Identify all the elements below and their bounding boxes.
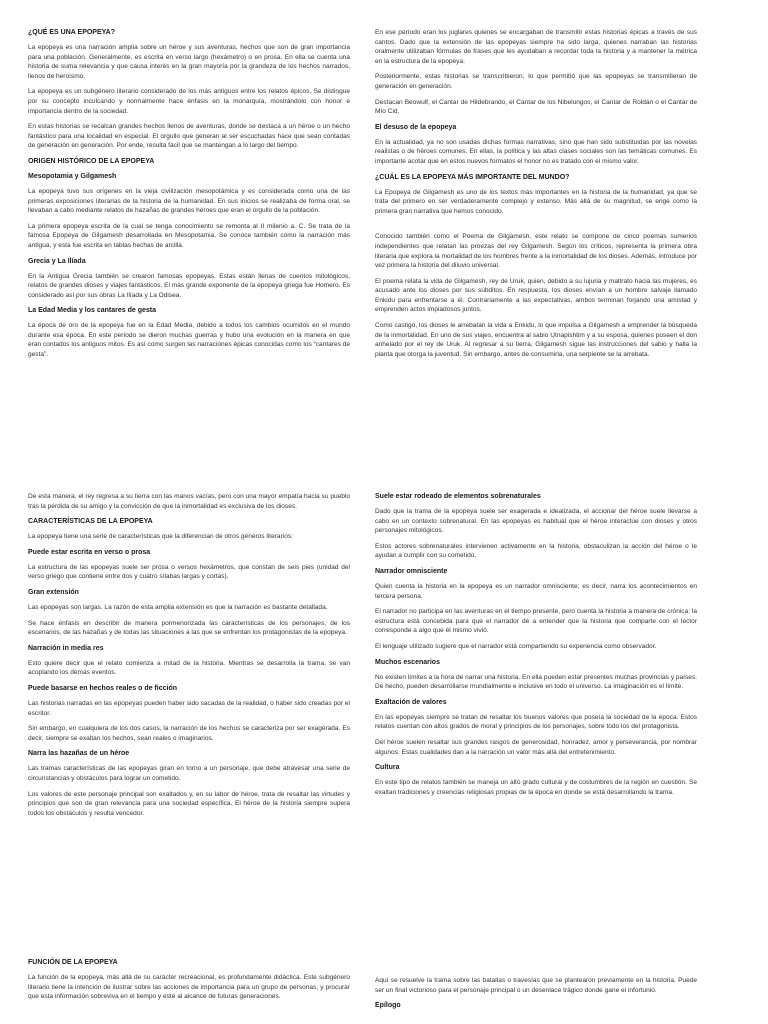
paragraph: La estructura de las epopeyas suele ser prosa o versos hexámetros, que constan de seis pies (unidad del verso griego que contiene entre dos y cuatro sílabas largas y cortas). [28, 563, 350, 581]
section-heading: CARACTERÍSTICAS DE LA EPOPEYA [28, 518, 153, 526]
section-heading: El desuso de la epopeya [375, 123, 457, 131]
section-heading: Narrador omnisciente [375, 567, 448, 575]
section-heading: ¿CUÁL ES LA EPOPEYA MÁS IMPORTANTE DEL MUNDO? [375, 173, 570, 181]
page-2 [0, 492, 768, 912]
section-heading: La Edad Media y los cantares de gesta [28, 307, 156, 315]
section-heading: Mesopotamia y Gilgamesh [28, 172, 117, 180]
section-heading: Muchos escenarios [375, 658, 440, 666]
section-heading: ORIGEN HISTÓRICO DE LA EPOPEYA [28, 157, 155, 165]
paragraph: Del héroe suelen resaltar sus grandes rasgos de generosidad, honradez, amor y perseverancia, por nombrar algunos. Estas cualidades dan a la narración un valor más allá del entretenimiento. [375, 738, 697, 756]
paragraph: El poema relata la vida de Gilgamesh, rey de Uruk, quien, debido a su lujuria y maltrato hacia las mujeres, es acusado ante los dioses por sus súbditos. En respuesta, los dioses envían a un hombre salvaje llamado Enkidu para enfrentarse a él. Contrariamente a las expectativas, ambos terminan forjando una amistad y emprenden actos impiadosos juntos. [375, 277, 697, 314]
paragraph: El narrador no participa en las aventuras en el tiempo presente, pero cuenta la historia a manera de crónica: la estructura está concebida para que el narrador dé a entender que la historia que comparte con el lector corresponde a algo que él mismo vivió. [375, 608, 697, 635]
paragraph: Dado que la trama de la epopeya suele ser exagerada e idealizada, el accionar del héroe suele llevarse a cabo en un contexto sobrenatural. En las epopeyas es habitual que el héroe interactúe con dioses y otros personajes mitológicos. [375, 508, 697, 535]
paragraph: La epopeya tuvo sus orígenes en la vieja civilización mesopotámica y es considerada como una de las primeras exposiciones literarias de la historia de la humanidad. En sus inicios se realizaba de forma oral, se llevaban a cabo mediante relatos de hazañas de grandes héroes que eran el orgullo de la población. [28, 187, 350, 215]
paragraph: Como castigo, los dioses le arrebatan la vida a Enkidu, lo que impulsa a Gilgamesh a emprender la búsqueda de la inmortalidad. En uno de sus viajes, encuentra al sabio Utnapishtim y a su esposa, quienes poseen el don anhelado por el rey de Uruk. Al regresar a su tierra, Gilgamesh sigue las instrucciones del sabio y halla la planta que otorga la juventud. Sin embargo, antes de consumirla, una serpiente se la arrebata. [375, 322, 697, 358]
paragraph: No existen límites a la hora de narrar una historia. En ella pueden estar presentes muchas provincias y países. De hecho, pueden desarrollarse mundialmente e inclusive en todo el universo. La imaginación es el límite. [375, 673, 697, 691]
paragraph: En este tipo de relatos también se maneja un alto grado cultural y de costumbres de la región en cuestión. Se exaltan tradiciones y creencias religiosas propias de la época en donde se está desarrollando la trama. [375, 779, 697, 796]
paragraph: La función de la epopeya, más allá de su carácter recreacional, es profundamente didáctica. Este subgénero literario tiene la intención de ilustrar sobre las acciones de importancia para un grupo de personas, y procurar que esta información sobreviva en el tiempo y esté al alcance de futuras generaciones. [28, 974, 350, 1001]
section-heading: Exaltación de valores [375, 698, 447, 706]
page-1-right-column [375, 28, 697, 365]
paragraph: Aquí se resuelve la trama sobre las batallas o travesías que se plantearon previamente en la historia. Puede ser un final victorioso para el personaje principal o un desenlace trágico donde gane el infortunio. [375, 977, 697, 994]
section-heading: FUNCIÓN DE LA EPOPEYA [28, 959, 118, 966]
paragraph: En la Antigua Grecia también se crearon famosas epopeyas. Estas están llenas de cuentos mitológicos, relatos de grandes dioses y viajes fantásticos. El más grande exponente de la epopeya griega fue Homero. Es considerado así por sus obras La Ilíada y La Odisea. [28, 272, 350, 299]
paragraph: Los valores de este personaje principal son exaltados y, en su labor de héroe, trata de resaltar las virtudes y principios que son de gran relevancia para una sociedad específica. El héroe de la historia siempre supera todos los obstáculos y resulta vencedor. [28, 790, 350, 817]
paragraph: La epopeya es un subgénero literario considerado de los más antiguos entre los relatos épicos. Se distingue por su concepto inculcando y normalmente hace énfasis en la monarquía, mostrándolo con honor e importancia dentro de la sociedad. [28, 88, 350, 115]
paragraph: Conocido también como el Poema de Gilgamesh, este relato se compone de cinco poemas sumerios independientes que relatan las proezas del rey Gilgamesh. Según los críticos, representa la primera obra literaria que explora la mortalidad de los hombres frente a la inmortalidad de los dioses. Además, introduce por vez primera la historia del diluvio universal. [375, 233, 697, 270]
paragraph: En ese período eran los juglares quienes se encargaban de transmitir estas historias épicas a través de sus cantos. Dado que la extensión de las epopeyas siempre ha sido larga, quienes narraban las historias oralmente utilizaban fórmulas de frases que les ayudaban a recordar toda la historia y a mantener la métrica en la estructura de la epopeya. [375, 29, 697, 65]
paragraph: Las historias narradas en las epopeyas pueden haber sido sacadas de la realidad, o haber sido creadas por el escritor. [28, 699, 350, 717]
paragraph: La epopeya es una narración amplia sobre un héroe y sus aventuras, hechos que son de gran importancia para una población. Generalmente, es escrita en verso largo (hexámetro) o en prosa. En ella se cuenta una historia de suma relevancia y que causa interés en la gran mayoría por la grandeza de los hechos narrados, llenos de heroísmo. [28, 44, 350, 80]
paragraph: La epopeya tiene una serie de características que la diferencian de otros géneros literarios: [28, 533, 293, 541]
page-1-left-column [28, 28, 350, 366]
page-3-left-column [28, 958, 350, 1008]
page-3 [0, 958, 768, 1024]
section-heading: Puede basarse en hechos reales o de ficción [28, 684, 178, 692]
section-heading: Grecia y La Ilíada [28, 257, 86, 265]
page-3-right-column [375, 976, 697, 1016]
paragraph: De esta manera, el rey regresa a su tierra con las manos vacías, pero con una mayor empatía hacia su pueblo tras la pérdida de su amigo y la convicción de que la inmortalidad es exclusiva de los dioses. [28, 493, 350, 510]
spacer [375, 222, 697, 232]
paragraph: Destacan Beowulf, el Cantar de Hildebrando, el Cantar de los Nibelungos, el Cantar de Roldán o el Cantar de Mío Cid. [375, 98, 697, 116]
paragraph: En las epopeyas siempre se tratan de resaltar los buenos valores que poseía la sociedad de la época. Estos relatos cuentan con altos grados de moral y principios de los personajes, sobre todo los del protagonista. [375, 713, 697, 731]
paragraph: Se hace énfasis en describir de manera pormenorizada las características de los personajes, de los escenarios, de las hazañas y de todas las situaciones a las que se enfrentan los protagonistas de la epopeya. [28, 619, 350, 637]
section-heading: Gran extensión [28, 588, 79, 596]
paragraph: En estas historias se recalcan grandes hechos llenos de aventuras, donde se destaca a un héroe o un hecho fantástico para una localidad en especial. El orgullo que generan al ser escuchadas hace que sean contadas de generación en generación. Por ende, resulta fácil que se mantengan a lo largo del tiempo. [28, 123, 350, 150]
section-heading: Epílogo [375, 1002, 401, 1010]
paragraph: La época de oro de la epopeya fue en la Edad Media, debido a todos los cambios ocurridos en el mundo durante esa época. En este período se dieron muchas guerras y hubo una evolución en la manera en que eran contados los antiguos mitos. Es así como surgen las narraciones épicas conocidas como los “cantares de gesta”. [28, 322, 350, 359]
section-heading: Cultura [375, 764, 400, 772]
section-heading: ¿QUÉ ES UNA EPOPEYA? [28, 29, 116, 36]
paragraph: Esto quiere decir que el relato comienza a mitad de la historia. Mientras se desarrolla la trama, se van acoplando los demás eventos. [28, 659, 350, 677]
section-heading: Puede estar escrita en verso o prosa [28, 548, 151, 556]
page-2-left-column [28, 492, 350, 824]
paragraph: Sin embargo, en cualquiera de los dos casos, la narración de los hechos se caracteriza por ser exagerada. Es decir, siempre se exaltan los hechos, sean reales o imaginarios. [28, 725, 350, 742]
paragraph: Estos actores sobrenaturales intervienen activamente en la historia, obstaculizan la acción del héroe o le ayudan a cumplir con su cometido. [375, 542, 697, 560]
paragraph: La primera epopeya escrita de la cual se tenga conocimiento se remonta al II milenio a. C. Se trata de la famosa Epopeya de Gilgamesh desarrollada en Mesopotamia. Se conoce también como la narración más antigua, y esta fue escrita en tablas hechas de arcilla. [28, 222, 350, 249]
paragraph: Quien cuenta la historia en la epopeya es un narrador omnisciente; es decir, narra los acontecimientos en tercera persona. [375, 582, 697, 600]
paragraph: Las epopeyas son largas. La razón de esta amplia extensión es que la narración es bastante detallada. [28, 603, 328, 611]
page-1 [0, 28, 768, 458]
section-heading: Narra las hazañas de un héroe [28, 750, 130, 758]
page-2-right-column [375, 492, 697, 803]
paragraph: El lenguaje utilizado sugiere que el narrador está compartiendo su experiencia como observador. [375, 642, 657, 650]
section-heading: Narración in media res [28, 644, 104, 652]
paragraph: Las tramas características de las epopeyas giran en torno a un personaje, que debe atravesar una serie de circunstancias y obstáculos para lograr un cometido. [28, 765, 350, 782]
paragraph: La Epopeya de Gilgamesh es uno de los textos más importantes en la historia de la humanidad, ya que se trata del primero en ser verdaderamente complejo y extenso. Más allá de su magnitud, se erige como la primera gran narrativa que hemos conocido. [375, 188, 697, 215]
section-heading: Suele estar rodeado de elementos sobrenaturales [375, 493, 541, 500]
paragraph: En la actualidad, ya no son usadas dichas formas narrativas, sino que han sido substituidas por las novelas realistas o de héroes comunes. En ellas, la política y las altas clases sociales son las temáticas comunes. Es importante acotar que en estos nuevos formatos el honor no es tratado con el mismo valor. [375, 138, 697, 165]
paragraph: Posteriormente, estas historias se transcribieron, lo que permitió que las epopeyas se transmitieran de generación en generación. [375, 73, 697, 90]
